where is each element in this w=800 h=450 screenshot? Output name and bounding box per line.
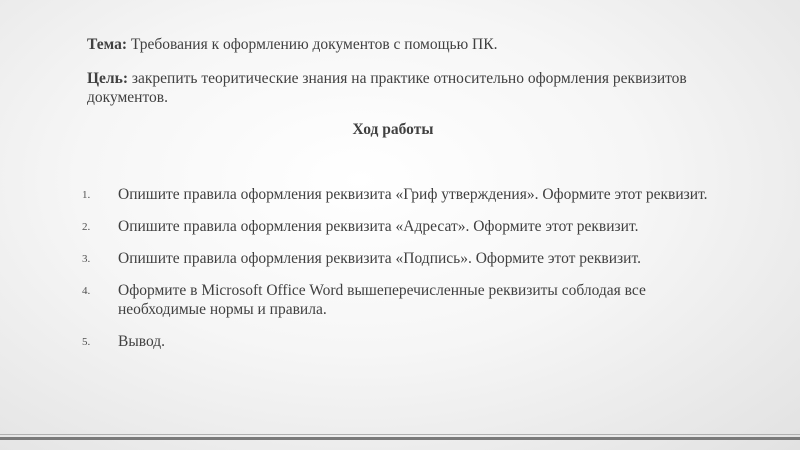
task-item-1	[76, 185, 716, 204]
goal-label: Цель:	[87, 70, 128, 87]
task-text: Оформите в Microsoft Office Word вышеперечисленные реквизиты соблодая все необходимые нормы и правила.	[118, 282, 646, 318]
task-number: 1.	[82, 189, 91, 201]
task-text: Вывод.	[118, 333, 166, 350]
goal-text: закрепить теоритические знания на практике относительно оформления реквизитов документов.	[87, 70, 687, 106]
bottom-divider	[0, 437, 800, 440]
topic-text: Требования к оформлению документов с помощью ПК.	[127, 36, 498, 53]
task-item-3	[76, 249, 716, 268]
task-list	[76, 185, 716, 364]
bottom-divider-thin	[0, 434, 800, 435]
task-text: Опишите правила оформления реквизита «Адресат». Оформите этот реквизит.	[118, 218, 639, 235]
task-number: 5.	[82, 336, 91, 348]
topic-label: Тема:	[87, 36, 127, 53]
topic-line	[87, 35, 727, 55]
task-item-4	[76, 281, 716, 319]
goal-line	[87, 69, 727, 107]
task-text: Опишите правила оформления реквизита «Гриф утверждения». Оформите этот реквизит.	[118, 186, 708, 203]
task-number: 2.	[82, 221, 91, 233]
task-number: 3.	[82, 253, 91, 265]
section-heading: Ход работы	[352, 121, 434, 138]
task-item-2	[76, 217, 716, 236]
task-number: 4.	[82, 285, 91, 297]
task-text: Опишите правила оформления реквизита «Подпись». Оформите этот реквизит.	[118, 250, 641, 267]
task-item-5	[76, 332, 716, 351]
